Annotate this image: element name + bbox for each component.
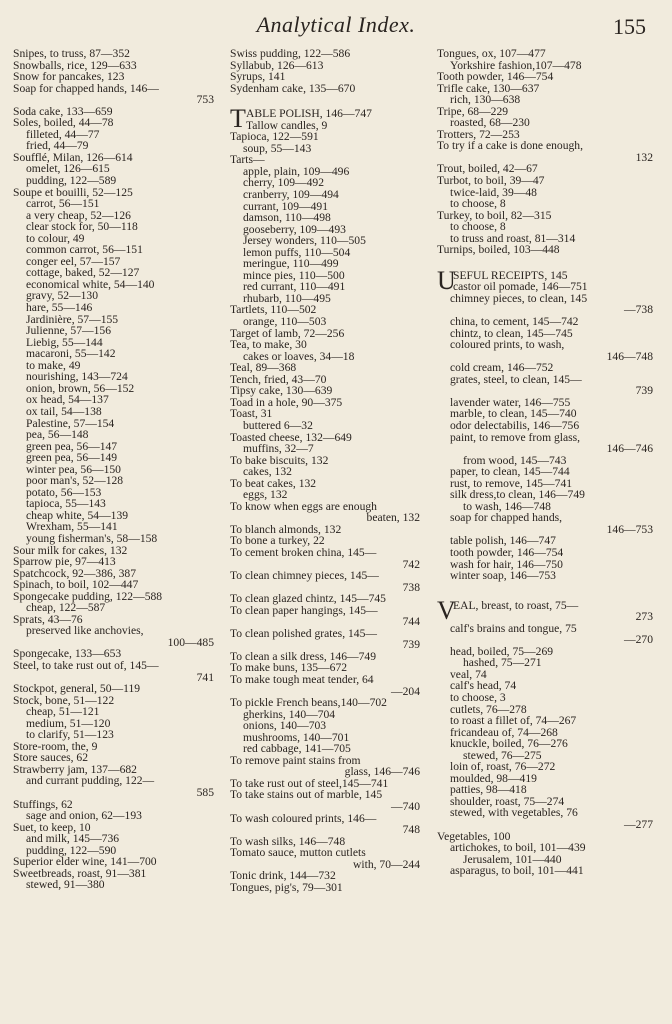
entry-text: SEFUL RECEIPTS, 145 xyxy=(453,268,568,282)
entry-text: coloured prints, to wash, xyxy=(450,338,565,352)
entry-text: mushrooms, 140—701 xyxy=(243,730,350,744)
index-column-3 xyxy=(437,48,657,877)
index-entry xyxy=(437,244,657,256)
entry-text: china, to cement, 145—742 xyxy=(450,315,579,329)
entry-text: Turbot, to boil, 39—47 xyxy=(437,174,545,188)
entry-text: meringue, 110—499 xyxy=(243,257,339,271)
entry-text: To beat cakes, 132 xyxy=(230,476,317,490)
entry-text: cheap, 122—587 xyxy=(26,601,106,615)
entry-text: Jerusalem, 101—440 xyxy=(463,852,562,866)
entry-text: soap for chapped hands, xyxy=(450,511,563,525)
index-entry xyxy=(13,83,218,95)
entry-text: table polish, 146—747 xyxy=(450,534,556,548)
entry-text: paper, to clean, 145—744 xyxy=(450,465,570,479)
entry-text: odor delectabilis, 146—756 xyxy=(450,418,580,432)
index-entry xyxy=(13,775,218,787)
entry-text: silk dress,to clean, 146—749 xyxy=(450,488,585,502)
entry-text: veal, 74 xyxy=(450,667,487,681)
entry-text: chimney pieces, to clean, 145 xyxy=(450,291,588,305)
entry-text: gooseberry, 109—493 xyxy=(243,222,346,236)
entry-text: twice-laid, 39—48 xyxy=(450,185,537,199)
entry-text: Teal, 89—368 xyxy=(230,361,297,375)
entry-text: EAL, breast, to roast, 75— xyxy=(453,598,579,612)
entry-text: To blanch almonds, 132 xyxy=(230,522,342,536)
entry-text: glass, 146—746 xyxy=(344,765,420,779)
entry-text: cheap, 51—121 xyxy=(26,705,100,719)
entry-text: macaroni, 55—142 xyxy=(26,347,116,361)
index-entry xyxy=(437,374,657,386)
entry-text: cakes, 132 xyxy=(243,465,292,479)
entry-text: to wash, 146—748 xyxy=(463,499,551,513)
entry-text: calf's brains and tongue, 75 xyxy=(450,621,577,635)
entry-text: Soda cake, 133—659 xyxy=(13,104,113,118)
entry-text: Spongecake pudding, 122—588 xyxy=(13,589,163,603)
entry-text: nourishing, 143—724 xyxy=(26,370,128,384)
entry-text: To remove paint stains from xyxy=(230,753,361,767)
entry-text: Toasted cheese, 132—649 xyxy=(230,430,352,444)
entry-text: winter pea, 56—150 xyxy=(26,462,121,476)
entry-text: Tea, to make, 30 xyxy=(230,338,307,352)
entry-text: Tartlets, 110—502 xyxy=(230,303,317,317)
index-entry xyxy=(437,570,657,582)
index-entry xyxy=(230,882,424,894)
entry-text: 146—753 xyxy=(606,522,653,536)
entry-text: asparagus, to boil, 101—441 xyxy=(450,864,584,878)
entry-text: medium, 51—120 xyxy=(26,716,111,730)
entry-text: Tomato sauce, mutton cutlets xyxy=(230,846,366,860)
entry-text: Swiss pudding, 122—586 xyxy=(230,47,351,60)
entry-text: To clean a silk dress, 146—749 xyxy=(230,649,377,663)
entry-text: Tongues, ox, 107—477 xyxy=(437,47,546,60)
entry-text: lemon puffs, 110—504 xyxy=(243,245,351,259)
index-entry xyxy=(230,547,424,559)
entry-text: 753 xyxy=(196,93,214,107)
entry-text: Spinach, to boil, 102—447 xyxy=(13,578,139,592)
entry-text: cranberry, 109—494 xyxy=(243,188,339,202)
entry-text: cherry, 109—492 xyxy=(243,176,325,190)
entry-text: To take stains out of marble, 145 xyxy=(230,788,383,802)
entry-text: Steel, to take rust out of, 145— xyxy=(13,658,159,672)
entry-text: loin of, roast, 76—272 xyxy=(450,760,556,774)
entry-text: pudding, 122—589 xyxy=(26,174,117,188)
entry-text: patties, 98—418 xyxy=(450,783,527,797)
entry-text: to clarify, 51—123 xyxy=(26,728,114,742)
entry-text: economical white, 54—140 xyxy=(26,277,155,291)
entry-text: Sydenham cake, 135—670 xyxy=(230,81,356,95)
entry-text: onions, 140—703 xyxy=(243,719,327,733)
entry-text: cottage, baked, 52—127 xyxy=(26,266,140,280)
entry-text: Spongecake, 133—653 xyxy=(13,647,122,661)
entry-text: conger eel, 57—157 xyxy=(26,254,121,268)
entry-text: To wash silks, 146—748 xyxy=(230,834,346,848)
entry-text: Tongues, pig's, 79—301 xyxy=(230,880,343,894)
entry-text: soup, 55—143 xyxy=(243,141,312,155)
page-number: 155 xyxy=(613,14,646,39)
entry-text: eggs, 132 xyxy=(243,488,288,502)
entry-text: stewed, 76—275 xyxy=(463,748,542,762)
entry-text: gherkins, 140—704 xyxy=(243,707,336,721)
entry-text: —740 xyxy=(391,800,420,813)
entry-text: poor man's, 52—128 xyxy=(26,474,124,488)
page-header xyxy=(0,6,672,40)
entry-text: wash for hair, 146—750 xyxy=(450,557,563,571)
entry-text: Turnips, boiled, 103—448 xyxy=(437,243,560,257)
entry-text: —204 xyxy=(391,684,420,698)
entry-text: To take rust out of steel,145—741 xyxy=(230,776,389,790)
entry-text: chintz, to clean, 145—745 xyxy=(450,326,573,340)
entry-text: Snow for pancakes, 123 xyxy=(13,70,125,84)
entry-text: To know when eggs are enough xyxy=(230,499,377,513)
entry-text: Stockpot, general, 50—119 xyxy=(13,682,141,696)
entry-text: Stuffings, 62 xyxy=(13,797,73,811)
entry-text: tooth powder, 146—754 xyxy=(450,545,564,559)
section-spacer xyxy=(437,256,657,270)
entry-text: Jardinière, 57—155 xyxy=(26,312,119,326)
entry-text: winter soap, 146—753 xyxy=(450,569,556,583)
entry-text: clear stock for, 50—118 xyxy=(26,220,138,234)
entry-text: green pea, 56—147 xyxy=(26,439,118,453)
entry-text: red cabbage, 141—705 xyxy=(243,742,351,756)
entry-text: To make buns, 135—672 xyxy=(230,661,348,675)
drop-cap: U xyxy=(437,265,456,295)
entry-text: and milk, 145—736 xyxy=(26,832,120,846)
entry-text: Vegetables, 100 xyxy=(437,829,511,843)
entry-text: a very cheap, 52—126 xyxy=(26,208,131,222)
entry-text: Trout, boiled, 42—67 xyxy=(437,162,538,176)
entry-text: Yorkshire fashion,107—478 xyxy=(450,58,582,72)
index-entry xyxy=(437,865,657,877)
entry-text: ox head, 54—137 xyxy=(26,393,109,407)
entry-text: head, boiled, 75—269 xyxy=(450,644,554,658)
index-entry xyxy=(230,605,424,617)
drop-cap: V xyxy=(437,595,456,625)
entry-text: To clean glazed chintz, 145—745 xyxy=(230,592,386,606)
entry-text: hashed, 75—271 xyxy=(463,656,542,670)
entry-text: shoulder, roast, 75—274 xyxy=(450,794,565,808)
entry-text: marble, to clean, 145—740 xyxy=(450,407,577,421)
entry-text: damson, 110—498 xyxy=(243,211,331,225)
entry-text: Toast, 31 xyxy=(230,407,273,421)
entry-text: To bake biscuits, 132 xyxy=(230,453,329,467)
entry-text: Trifle cake, 130—637 xyxy=(437,81,540,95)
entry-text: 100—485 xyxy=(167,635,214,649)
entry-text: Soles, boiled, 44—78 xyxy=(13,116,114,130)
entry-text: rust, to remove, 145—741 xyxy=(450,476,573,490)
entry-text: potato, 56—153 xyxy=(26,485,102,499)
entry-text: 748 xyxy=(402,823,420,837)
entry-text: orange, 110—503 xyxy=(243,315,327,329)
index-entry xyxy=(13,879,218,891)
entry-text: Trotters, 72—253 xyxy=(437,127,520,141)
entry-text: cakes or loaves, 34—18 xyxy=(243,349,355,363)
index-entry xyxy=(230,628,424,640)
index-entry xyxy=(13,660,218,672)
entry-text: —738 xyxy=(624,303,653,317)
index-entry xyxy=(437,140,657,152)
entry-text: Sweetbreads, roast, 91—381 xyxy=(13,866,147,880)
entry-text: To clean chimney pieces, 145— xyxy=(230,569,379,583)
entry-text: To make tough meat tender, 64 xyxy=(230,672,374,686)
entry-text: Tipsy cake, 130—639 xyxy=(230,384,333,398)
entry-text: 744 xyxy=(402,615,420,629)
entry-text: hare, 55—146 xyxy=(26,301,93,315)
entry-text: To bone a turkey, 22 xyxy=(230,534,325,548)
entry-text: to make, 49 xyxy=(26,358,81,372)
entry-text: 738 xyxy=(402,580,420,594)
entry-text: lavender water, 146—755 xyxy=(450,395,571,409)
index-entry xyxy=(230,83,424,95)
entry-text: Store sauces, 62 xyxy=(13,751,89,765)
entry-text: Tapioca, 122—591 xyxy=(230,130,319,144)
entry-text: Sparrow pie, 97—413 xyxy=(13,555,116,569)
entry-text: 585 xyxy=(196,786,214,799)
entry-text: Julienne, 57—156 xyxy=(26,324,112,338)
entry-text: Target of lamb, 72—256 xyxy=(230,326,345,340)
entry-text: stewed, with vegetables, 76 xyxy=(450,806,578,820)
entry-text: Suet, to keep, 10 xyxy=(13,820,91,834)
entry-text: Liebig, 55—144 xyxy=(26,335,103,349)
entry-text: cheap white, 54—139 xyxy=(26,508,129,522)
entry-text: cold cream, 146—752 xyxy=(450,361,554,375)
index-entry xyxy=(437,281,657,293)
index-column-2 xyxy=(230,48,424,893)
entry-text: beaten, 132 xyxy=(366,511,420,525)
entry-text: Stock, bone, 51—122 xyxy=(13,693,115,707)
entry-text: omelet, 126—615 xyxy=(26,162,110,176)
entry-text: sage and onion, 62—193 xyxy=(26,809,142,823)
entry-text: preserved like anchovies, xyxy=(26,624,144,638)
entry-text: To cement broken china, 145— xyxy=(230,545,377,559)
entry-text: 146—746 xyxy=(606,442,653,456)
entry-text: Wrexham, 55—141 xyxy=(26,520,118,534)
entry-text: to choose, 8 xyxy=(450,220,506,234)
entry-text: paint, to remove from glass, xyxy=(450,430,581,444)
entry-text: buttered 6—32 xyxy=(243,418,313,432)
entry-text: from wood, 145—743 xyxy=(463,453,567,467)
entry-text: pea, 56—148 xyxy=(26,428,89,442)
entry-text: carrot, 56—151 xyxy=(26,197,100,211)
entry-text: ox tail, 54—138 xyxy=(26,404,102,418)
entry-text: 742 xyxy=(402,557,420,571)
entry-text: calf's head, 74 xyxy=(450,679,517,693)
entry-text: Strawberry jam, 137—682 xyxy=(13,762,137,776)
entry-text: apple, plain, 109—496 xyxy=(243,164,350,178)
entry-text: 739 xyxy=(402,638,420,652)
entry-text: to colour, 49 xyxy=(26,231,85,245)
entry-text: Spatchcock, 92—386, 387 xyxy=(13,566,137,580)
entry-text: 741 xyxy=(196,670,214,684)
entry-text: Soupe et bouilli, 52—125 xyxy=(13,185,133,199)
entry-text: and currant pudding, 122— xyxy=(26,774,155,788)
entry-text: mince pies, 110—500 xyxy=(243,268,345,282)
running-title: Analytical Index. xyxy=(256,12,416,37)
entry-text: Superior elder wine, 141—700 xyxy=(13,855,157,869)
entry-text: muffins, 32—7 xyxy=(243,442,314,456)
entry-text: Soufflé, Milan, 126—614 xyxy=(13,150,133,164)
entry-text: To try if a cake is done enough, xyxy=(437,139,583,153)
section-spacer xyxy=(230,94,424,108)
entry-text: fricandeau of, 74—268 xyxy=(450,725,558,739)
entry-text: Sour milk for cakes, 132 xyxy=(13,543,128,557)
entry-text: —277 xyxy=(624,818,653,831)
entry-text: rich, 130—638 xyxy=(450,93,521,107)
entry-text: currant, 109—491 xyxy=(243,199,329,213)
entry-text: Tripe, 68—229 xyxy=(437,104,509,118)
entry-text: fried, 44—79 xyxy=(26,139,89,153)
drop-cap: T xyxy=(230,104,246,134)
index-entry xyxy=(230,813,424,825)
entry-text: young fisherman's, 58—158 xyxy=(26,531,158,545)
entry-text: moulded, 98—419 xyxy=(450,771,537,785)
entry-text: gravy, 52—130 xyxy=(26,289,99,303)
entry-text: Jersey wonders, 110—505 xyxy=(243,234,366,248)
entry-text: common carrot, 56—151 xyxy=(26,243,143,257)
entry-text: stewed, 91—380 xyxy=(26,878,105,892)
entry-text: 132 xyxy=(635,150,653,164)
entry-text: pudding, 122—590 xyxy=(26,843,117,857)
entry-text: 273 xyxy=(635,610,653,624)
section-spacer xyxy=(437,582,657,600)
entry-text: to truss and roast, 81—314 xyxy=(450,231,576,245)
entry-text: —270 xyxy=(624,633,653,647)
index-column-1 xyxy=(13,48,218,891)
entry-text: grates, steel, to clean, 145— xyxy=(450,372,582,386)
entry-text: Store-room, the, 9 xyxy=(13,739,98,753)
entry-text: cutlets, 76—278 xyxy=(450,702,527,716)
entry-text: Syrups, 141 xyxy=(230,70,286,84)
entry-text: Tarts— xyxy=(230,153,265,167)
entry-text: filleted, 44—77 xyxy=(26,127,100,141)
entry-text: Turkey, to boil, 82—315 xyxy=(437,208,552,222)
entry-text: Snowballs, rice, 129—633 xyxy=(13,58,137,72)
entry-text: Tonic drink, 144—732 xyxy=(230,869,336,883)
entry-text: To clean paper hangings, 145— xyxy=(230,603,378,617)
entry-text: green pea, 56—149 xyxy=(26,451,118,465)
entry-text: Soap for chapped hands, 146— xyxy=(13,81,159,95)
entry-text: rhubarb, 110—495 xyxy=(243,291,331,305)
entry-text: red currant, 110—491 xyxy=(243,280,346,294)
entry-text: artichokes, to boil, 101—439 xyxy=(450,841,586,855)
entry-text: Toad in a hole, 90—375 xyxy=(230,395,343,409)
entry-text: Syllabub, 126—613 xyxy=(230,58,324,72)
index-entry xyxy=(230,120,424,132)
entry-text: 739 xyxy=(635,384,653,398)
entry-text: tapioca, 55—143 xyxy=(26,497,106,511)
entry-text: onion, brown, 56—152 xyxy=(26,381,135,395)
entry-text: To pickle French beans,140—702 xyxy=(230,696,387,710)
entry-text: Tallow candles, 9 xyxy=(246,118,328,132)
entry-text: Palestine, 57—154 xyxy=(26,416,115,430)
entry-text: Snipes, to truss, 87—352 xyxy=(13,47,130,60)
entry-text: roasted, 68—230 xyxy=(450,116,530,130)
entry-text: with, 70—244 xyxy=(353,857,420,871)
entry-text: Tooth powder, 146—754 xyxy=(437,70,554,84)
entry-text: knuckle, boiled, 76—276 xyxy=(450,737,568,751)
entry-text: Sprats, 43—76 xyxy=(13,612,83,626)
entry-text: to choose, 3 xyxy=(450,690,506,704)
entry-text: castor oil pomade, 146—751 xyxy=(453,280,588,294)
entry-text: to roast a fillet of, 74—267 xyxy=(450,714,577,728)
entry-text: ABLE POLISH, 146—747 xyxy=(246,107,372,121)
entry-text: Tench, fried, 43—70 xyxy=(230,372,327,386)
entry-text: 146—748 xyxy=(606,349,653,363)
entry-text: To clean polished grates, 145— xyxy=(230,626,377,640)
entry-text: to choose, 8 xyxy=(450,197,506,211)
index-entry xyxy=(230,570,424,582)
entry-text: To wash coloured prints, 146— xyxy=(230,811,377,825)
